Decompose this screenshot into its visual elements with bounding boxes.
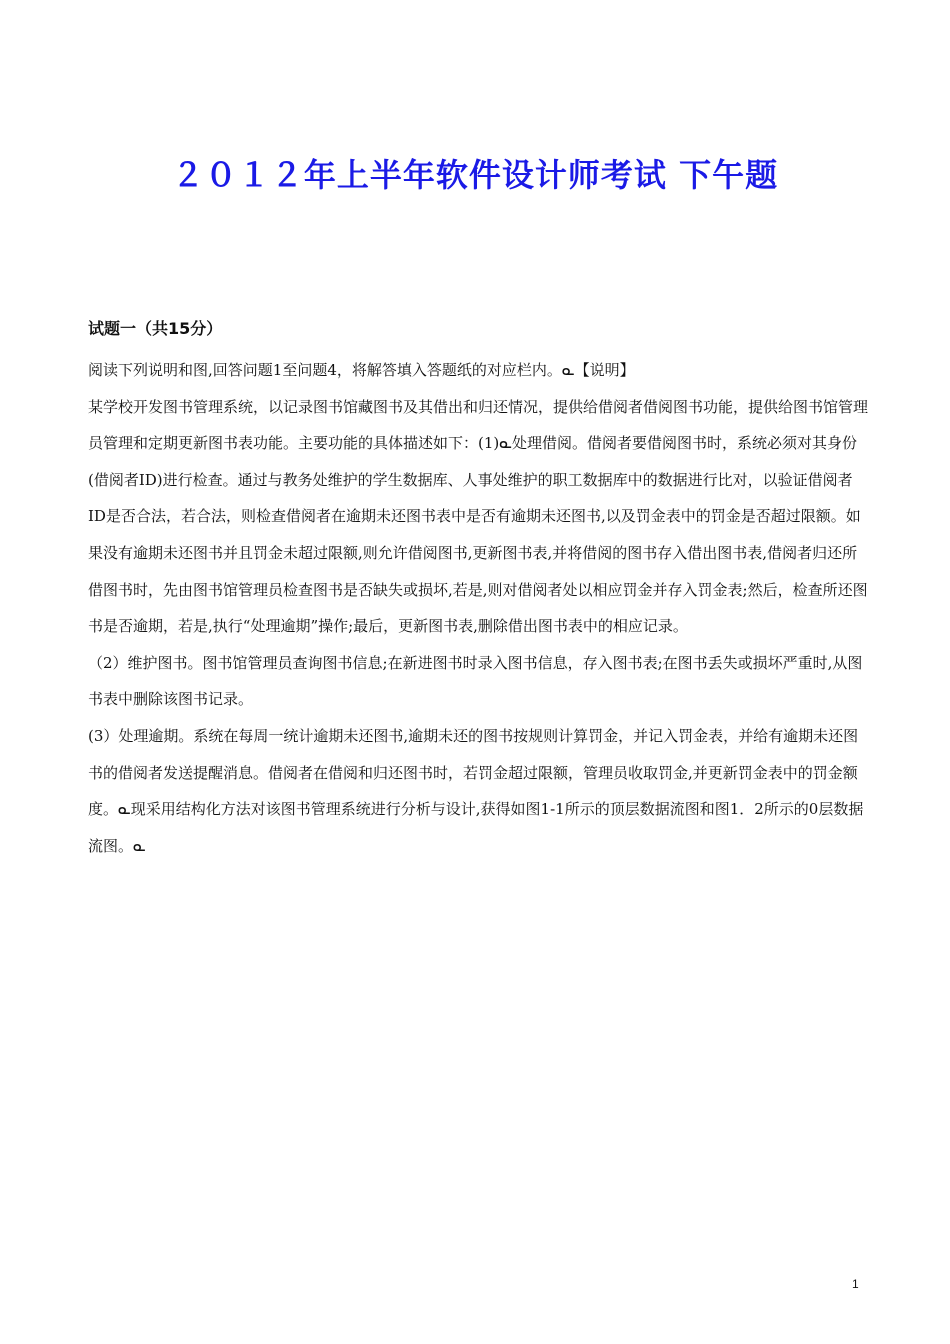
paragraph-maintain-books: （2）维护图书。图书馆管理员查询图书信息;在新进图书时录入图书信息，存入图书表;在图书丢失或损坏严重时,从图书表中删除该图书记录。 [88, 653, 863, 709]
page-title: ２０１２年上半年软件设计师考试 下午题 [171, 156, 779, 194]
page-number: 1 [852, 1277, 859, 1291]
paragraph-overdue: (3）处理逾期。系统在每周一统计逾期未还图书,逾期未还的图书按规则计算罚金，并记入罚金表，并给有逾期未还图书的借阅者发送提醒消息。借阅者在借阅和归还图书时，若罚金超过限额，管理员收取罚金,并更新罚金表中的罚金额度。ᓇ现采用结构化方法对该图书管理系统进行分析与设计,获得如图1-1所示的顶层数据流图和图1．2所示的0层数据流图。ᓇ [88, 726, 864, 855]
body-text [88, 352, 868, 864]
section-heading: 试题一（共15分） [88, 319, 223, 338]
paragraph-description: 某学校开发图书管理系统，以记录图书馆藏图书及其借出和归还情况，提供给借阅者借阅图书功能，提供给图书馆管理员管理和定期更新图书表功能。主要功能的具体描述如下：(1)ᓇ处理借阅。借阅者要借阅图书时，系统必须对其身份(借阅者ID)进行检查。通过与教务处维护的学生数据库、人事处维护的职工数据库中的数据进行比对，以验证借阅者ID是否合法，若合法，则检查借阅者在逾期未还图书表中是否有逾期未还图书,以及罚金表中的罚金是否超过限额。如果没有逾期未还图书并且罚金未超过限额,则允许借阅图书,更新图书表,并将借阅的图书存入借出图书表,借阅者归还所借图书时，先由图书馆管理员检查图书是否缺失或损坏,若是,则对借阅者处以相应罚金并存入罚金表;然后，检查所还图书是否逾期，若是,执行“处理逾期”操作;最后，更新图书表,删除借出图书表中的相应记录。 [88, 397, 869, 636]
paragraph-instructions: 阅读下列说明和图,回答问题1至问题4，将解答填入答题纸的对应栏内。ᓇ【说明】 [88, 361, 635, 379]
